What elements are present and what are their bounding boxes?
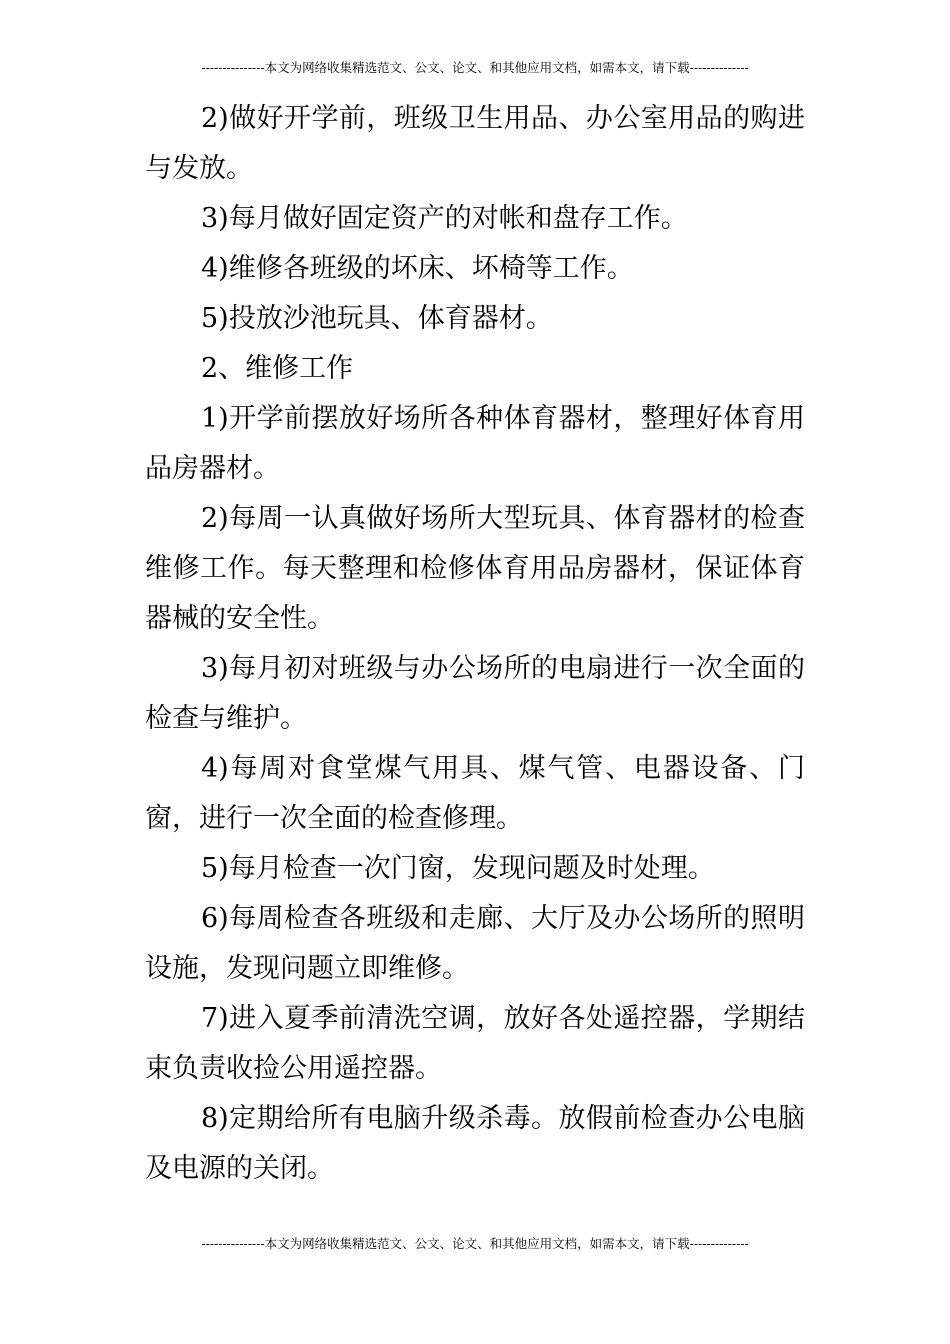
paragraph: 5)每月检查一次门窗，发现问题及时处理。 xyxy=(201,853,715,884)
paragraph: 5)投放沙池玩具、体育器材。 xyxy=(201,303,553,334)
section-heading: 2、维修工作 xyxy=(201,353,354,384)
body-text xyxy=(145,94,805,1194)
paragraph: 6)每周检查各班级和走廊、大厅及办公场所的照明设施，发现问题立即维修。 xyxy=(145,903,805,984)
paragraph: 4)维修各班级的坏床、坏椅等工作。 xyxy=(201,253,634,284)
paragraph: 8)定期给所有电脑升级杀毒。放假前检查办公电脑及电源的关闭。 xyxy=(145,1103,805,1184)
paragraph: 2)每周一认真做好场所大型玩具、体育器材的检查维修工作。每天整理和检修体育用品房器材，保证体育器械的安全性。 xyxy=(145,503,805,634)
header-note: ---------------本文为网络收集精选范文、公文、论文、和其他应用文档，如需本文，请下载-------------- xyxy=(201,60,749,75)
paragraph: 7)进入夏季前清洗空调，放好各处遥控器，学期结束负责收捡公用遥控器。 xyxy=(145,1003,805,1084)
paragraph: 4)每周对食堂煤气用具、煤气管、电器设备、门窗，进行一次全面的检查修理。 xyxy=(145,753,805,834)
paragraph: 3)每月做好固定资产的对帐和盘存工作。 xyxy=(201,203,688,234)
paragraph: 3)每月初对班级与办公场所的电扇进行一次全面的检查与维护。 xyxy=(145,653,805,734)
footer-note: ---------------本文为网络收集精选范文、公文、论文、和其他应用文档，如需本文，请下载-------------- xyxy=(201,1236,749,1251)
paragraph: 1)开学前摆放好场所各种体育器材，整理好体育用品房器材。 xyxy=(145,403,805,484)
paragraph: 2)做好开学前，班级卫生用品、办公室用品的购进与发放。 xyxy=(145,103,805,184)
